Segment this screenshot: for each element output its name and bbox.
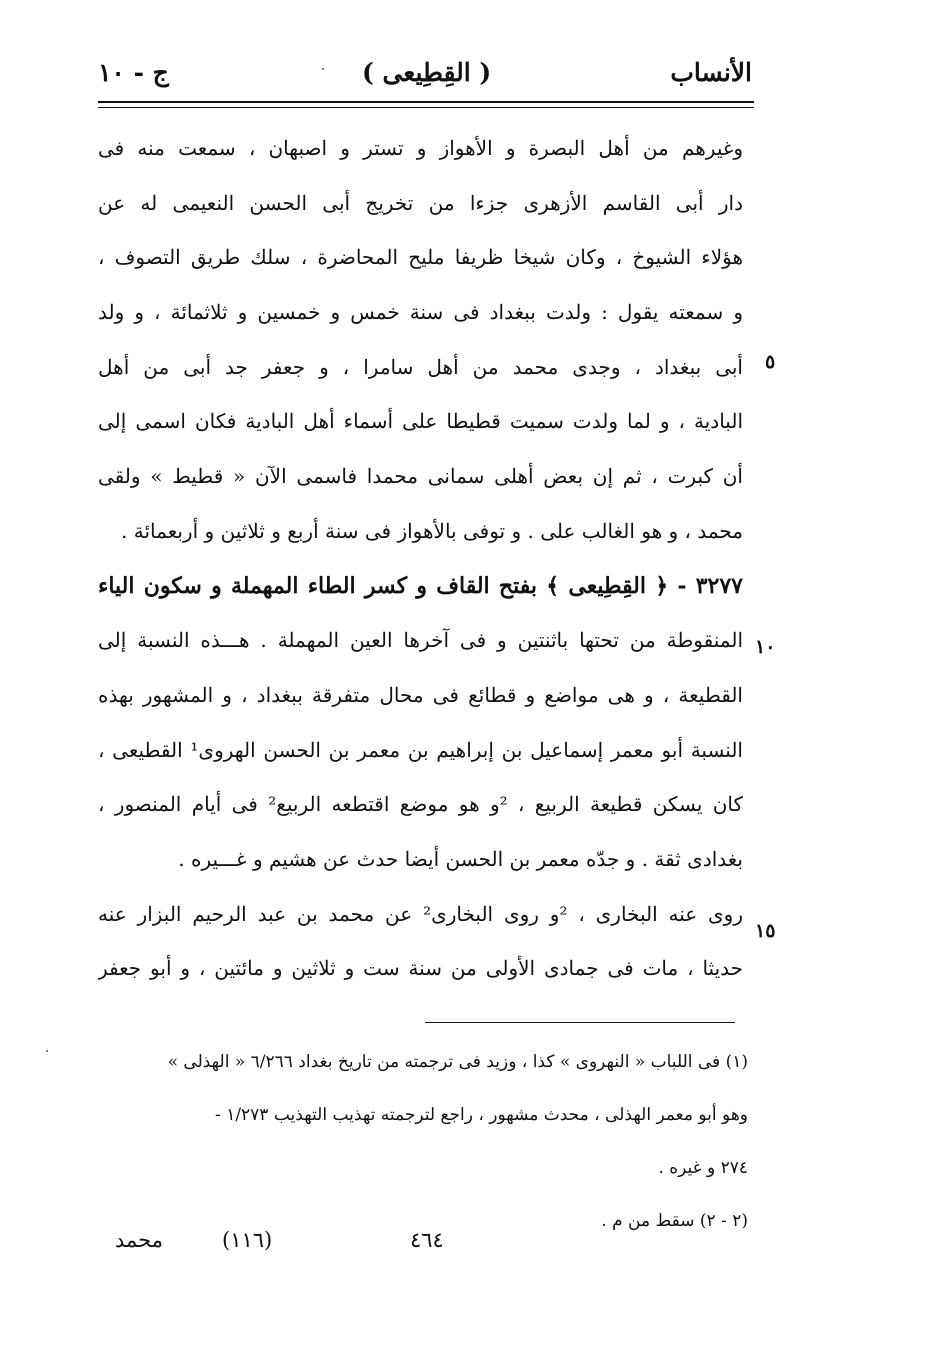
print-speck xyxy=(46,1050,48,1052)
text-line: البادية ، و لما ولدت سميت قطيطا على أسماء أهل البادية فكان اسمى إلى xyxy=(98,409,743,434)
running-head-volume: ج - ١٠ xyxy=(98,58,169,87)
text-line: دار أبى القاسم الأزهرى جزءا من تخريج أبى الحسن النعيمى له عن xyxy=(98,190,743,215)
print-speck xyxy=(322,68,324,70)
text-line: المنقوطة من تحتها باثنتين و فى آخرها العين المهملة . هـــذه النسبة إلى xyxy=(98,628,743,653)
text-line: أبى ببغداد ، وجدى محمد من أهل سامرا ، و جعفر جد أبى من أهل xyxy=(98,354,743,379)
signature-mark: محمد xyxy=(115,1228,163,1252)
footnote-line: وهو أبو معمر الهذلى ، محدث مشهور ، راجع لترجمته تهذيب التهذيب ١/٢٧٣ - xyxy=(215,1105,748,1125)
text-line: محمد ، و هو الغالب على . و توفى بالأهواز فى سنة أربع و ثلاثين و أربعمائة . xyxy=(121,518,743,543)
footnotes xyxy=(98,1036,748,1248)
text-line: حديثا ، مات فى جمادى الأولى من سنة ست و ثلاثين و مائتين ، و أبو جعفر xyxy=(98,956,743,981)
text-line: بغدادى ثقة . و جدّه معمر بن الحسن أيضا حدث عن هشيم و غـــيره . xyxy=(178,846,743,871)
running-head-book: الأنساب xyxy=(670,58,752,87)
page-number: ٤٦٤ xyxy=(410,1228,444,1252)
header-rule xyxy=(98,101,754,103)
running-head-title: ( القِطِيعى ) xyxy=(362,58,492,87)
footnote-line: (٢ - ٢) سقط من م . xyxy=(601,1211,748,1231)
sheet-number: (١١٦) xyxy=(222,1228,273,1252)
footnote-line: (١) فى اللباب « النهروى » كذا ، وزيد فى ترجمته من تاريخ بغداد ٦/٢٦٦ « الهذلى » xyxy=(167,1052,748,1072)
entry-heading-line: ٣٢٧٧ - ﴿ القِطِيعى ﴾ بفتح القاف و كسر الطاء المهملة و سكون الياء xyxy=(98,572,743,599)
text-line: النسبة أبو معمر إسماعيل بن إبراهيم بن معمر بن الحسن الهروى¹ القطيعى ، xyxy=(98,737,743,762)
line-number-10: ١٠ xyxy=(755,636,776,658)
text-line: و سمعته يقول : ولدت ببغداد فى سنة خمس و خمسين و ثلاثمائة ، و ولد xyxy=(98,300,743,325)
main-text xyxy=(98,121,743,996)
header-rule-thin xyxy=(98,107,754,108)
line-number-15: ١٥ xyxy=(755,920,776,942)
text-line: القطيعة ، و هى مواضع و قطائع فى محال متفرقة ببغداد ، و المشهور بهذه xyxy=(98,682,743,707)
line-number-5: ٥ xyxy=(765,351,776,373)
footnote-rule xyxy=(425,1022,735,1023)
text-line: روى عنه البخارى ، ²و روى البخارى² عن محمد بن عبد الرحيم البزار عنه xyxy=(98,901,743,926)
text-line: أن كبرت ، ثم إن بعض أهلى سمانى محمدا فاسمى الآن « قطيط » ولقى xyxy=(98,464,743,489)
text-line: وغيرهم من أهل البصرة و الأهواز و تستر و اصبهان ، سمعت منه فى xyxy=(98,136,743,160)
text-line: كان يسكن قطيعة الربيع ، ²و هو موضع اقتطعه الربيع² فى أيام المنصور ، xyxy=(98,792,743,817)
text-line: هؤلاء الشيوخ ، وكان شيخا ظريفا مليح المحاضرة ، سلك طريق التصوف ، xyxy=(98,245,743,270)
footnote-line: ٢٧٤ و غيره . xyxy=(658,1158,748,1178)
